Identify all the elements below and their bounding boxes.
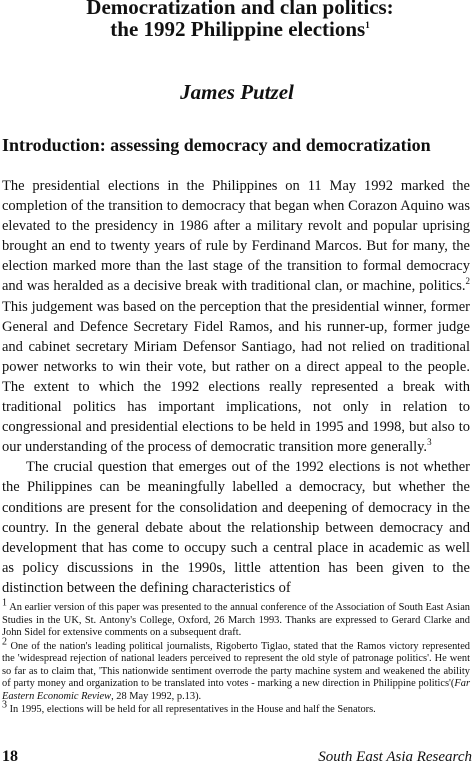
paragraph-2: The crucial question that emerges out of the 1992 elections is not whether the Philippines can be meaningfully labelled a democracy, but whether the conditions are present for the consolidation and deepening of democracy in the country. In the general debate about the relationship between democracy and development that has come to occupy such a central place in academic as well as policy discussions in the 1990s, little attention has been given to the distinction between the defining characteristics of: [2, 459, 470, 596]
title-line-2-text: the 1992 Philippine elections: [110, 17, 366, 41]
footnote-2-number: 2: [2, 636, 7, 648]
footnote-marker-3[interactable]: 3: [427, 437, 432, 448]
paragraph-1-part-a: The presidential elections in the Philippines on 11 May 1992 marked the completion of the transition to democracy that began when Corazon Aquino was elevated to the presidency in 1986 after a military revolt and popular uprising brought an end to twenty years of rule by Ferdinand Marcos. But for many, the election marked more than the last stage of the transition to formal democracy and was heralded as a decisive break with traditional clan, or machine, politics.: [2, 178, 470, 295]
title-line-2: [40, 18, 440, 40]
footnote-2-source: Far Eastern Economic Review: [2, 678, 470, 702]
paragraph-1-part-b: This judgement was based on the perception that the presidential winner, former General and Defence Secretary Fidel Ramos, and his runner-up, former judge and cabinet secretary Miriam Defensor Santiago, had not relied on traditional power networks to win their vote, but rather on a direct appeal to the people. The extent to which the 1992 elections really represented a break with traditional politics has important implications, not only in relation to congressional and presidential elections to be held in 1995 and 1998, but also to our understanding of the process of democratic transition more generally.: [2, 298, 470, 456]
footnote-1: [2, 597, 470, 640]
footnote-2-text: One of the nation's leading political journalists, Rigoberto Tiglao, stated that the Ramos victory represented the 'widespread rejection of national leaders perceived to represent the old style of patronage politics'. He went so far as to claim that, 'This nationwide sentiment overrode the party machine system and weakened the ability of party money and organization to be translated into votes - marking a new direction in Philippine politics'(: [2, 640, 470, 689]
footnote-2: [2, 636, 470, 704]
author-name: James Putzel: [180, 80, 294, 104]
paragraph-1: [2, 176, 470, 457]
title-footnote-marker[interactable]: 1: [365, 20, 370, 30]
footnotes: [2, 597, 470, 718]
footnote-1-number: 1: [2, 597, 7, 609]
section-heading: Introduction: assessing democracy and democratization: [2, 135, 431, 155]
article-title: [40, 0, 440, 40]
footnote-3: [2, 699, 470, 717]
footnote-3-text: In 1995, elections will be held for all representatives in the House and half the Senators.: [7, 704, 376, 715]
body-text: [2, 176, 470, 598]
page-footer: [2, 748, 472, 768]
footnote-marker-2[interactable]: 2: [465, 276, 470, 287]
footnote-2-tail: , 28 May 1992, p.13).: [111, 690, 202, 702]
footnote-3-number: 3: [2, 699, 7, 711]
footnote-1-text: An earlier version of this paper was presented to the annual conference of the Association of South East Asian Studies in the UK, St. Antony's College, Oxford, 26 March 1993. Thanks are expressed to Gerard Clarke and John Sidel for extensive comments on a subsequent draft.: [2, 602, 470, 638]
title-line-1: Democratization and clan politics:: [86, 0, 394, 19]
journal-name: South East Asia Research: [318, 749, 472, 765]
page-number: 18: [2, 748, 18, 765]
